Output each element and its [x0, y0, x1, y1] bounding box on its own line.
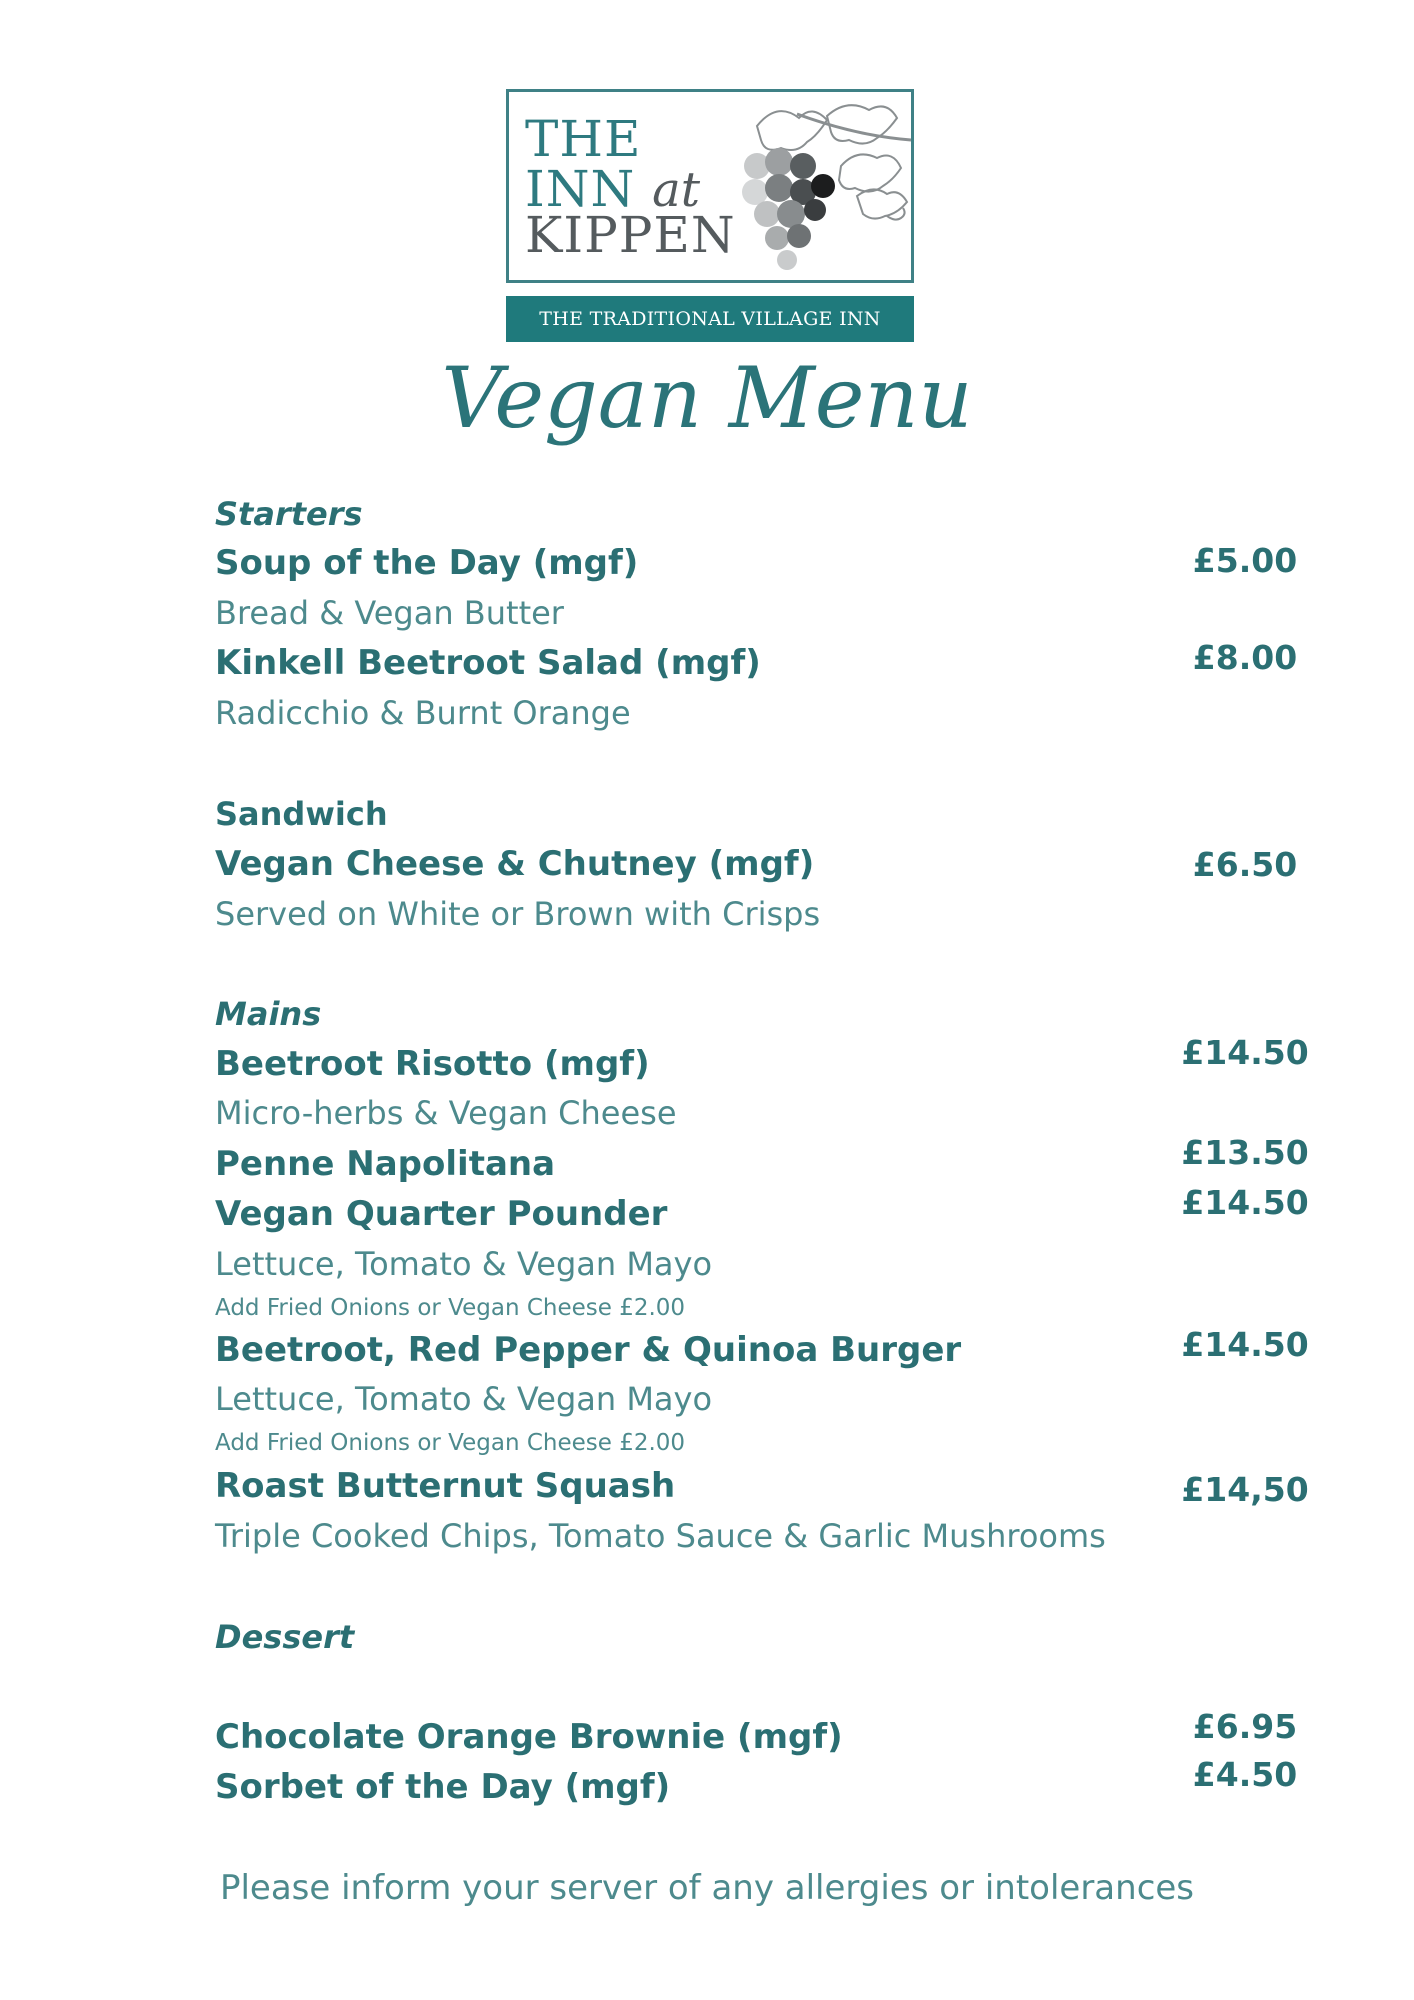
menu-item-name: Sorbet of the Day (mgf)	[215, 1767, 671, 1807]
menu-item-description: Radicchio & Burnt Orange	[215, 694, 631, 732]
inn-logo	[506, 89, 914, 283]
menu-item-description: Bread & Vegan Butter	[215, 594, 564, 632]
menu-item-price: £14.50	[1181, 1183, 1309, 1222]
menu-item-price: £6.95	[1192, 1707, 1298, 1746]
grape-vine-icon	[737, 96, 913, 278]
menu-item-name: Soup of the Day (mgf)	[215, 543, 639, 583]
menu-item-price: £14.50	[1181, 1033, 1309, 1072]
menu-item-name: Vegan Cheese & Chutney (mgf)	[215, 844, 815, 884]
menu-item-price: £14,50	[1181, 1470, 1309, 1509]
menu-item-name: Vegan Quarter Pounder	[215, 1194, 668, 1234]
menu-item-name: Roast Butternut Squash	[215, 1466, 676, 1506]
page-title: Vegan Menu	[441, 349, 973, 447]
section-heading-starters: Starters	[215, 495, 363, 533]
menu-item-addon: Add Fried Onions or Vegan Cheese £2.00	[215, 1295, 686, 1321]
menu-item-description: Lettuce, Tomato & Vegan Mayo	[215, 1380, 713, 1418]
menu-item-name: Beetroot, Red Pepper & Quinoa Burger	[215, 1330, 962, 1370]
menu-item-price: £8.00	[1192, 638, 1298, 677]
logo-line-kippen: KIPPEN	[525, 206, 736, 264]
menu-item-price: £13.50	[1181, 1133, 1309, 1172]
menu-item-addon: Add Fried Onions or Vegan Cheese £2.00	[215, 1430, 686, 1456]
menu-item-description: Triple Cooked Chips, Tomato Sauce & Garlic Mushrooms	[215, 1517, 1106, 1555]
menu-item-price: £5.00	[1192, 541, 1298, 580]
menu-item-name: Chocolate Orange Brownie (mgf)	[215, 1717, 843, 1757]
logo-word-at: at	[652, 162, 701, 218]
section-heading-sandwich: Sandwich	[215, 795, 388, 833]
menu-item-name: Kinkell Beetroot Salad (mgf)	[215, 643, 761, 683]
menu-item-price: £14.50	[1181, 1325, 1309, 1364]
menu-item-description: Served on White or Brown with Crisps	[215, 895, 821, 933]
logo-tagline-bar: THE TRADITIONAL VILLAGE INN	[506, 296, 914, 342]
section-heading-mains: Mains	[215, 995, 322, 1033]
allergy-notice: Please inform your server of any allergies or intolerances	[219, 1868, 1195, 1908]
menu-item-description: Micro-herbs & Vegan Cheese	[215, 1094, 677, 1132]
logo-line-the: THE	[525, 110, 642, 168]
menu-item-price: £6.50	[1192, 845, 1298, 884]
logo-word-inn: INN	[525, 160, 636, 218]
section-heading-dessert: Dessert	[215, 1618, 355, 1656]
menu-item-description: Lettuce, Tomato & Vegan Mayo	[215, 1245, 713, 1283]
menu-item-price: £4.50	[1192, 1755, 1298, 1794]
menu-item-name: Beetroot Risotto (mgf)	[215, 1044, 650, 1084]
menu-item-name: Penne Napolitana	[215, 1144, 556, 1184]
